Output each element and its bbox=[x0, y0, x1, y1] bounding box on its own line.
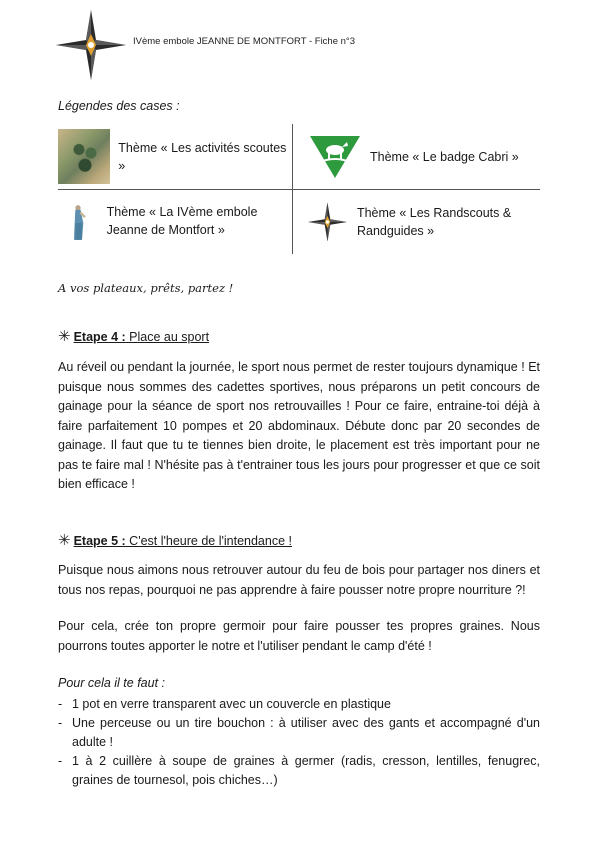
step-4-name: Place au sport bbox=[125, 330, 210, 344]
header-title: IVème embole JEANNE DE MONTFORT - Fiche n°3 bbox=[133, 36, 356, 47]
list-item: - 1 à 2 cuillère à soupe de graines à germer (radis, cresson, lentilles, fenugrec, graines de tournesol, pois chiches…) bbox=[58, 752, 540, 790]
legend-label-activities: Thème « Les activités scoutes » bbox=[118, 140, 287, 173]
step-4-paragraph: Au réveil ou pendant la journée, le sport nous permet de rester toujours dynamique ! Et puisque nous sommes des cadettes sportives, nous préparons un petit concours de gainage pour la séance de sport nos retrouvailles ! Pour ce faire, entraine-toi déjà à faire parfaitement 10 pompes et 20 abdominaux. Débute donc par 20 secondes de gainage. Il faut que tu te tiennes bien droite, le placement est très important pour ne pas te faire mal ! N'hésite pas à t'entrainer tous les jours pour progresser et que ce soit bien efficace ! bbox=[58, 360, 540, 491]
step-5-paragraph-1: Puisque nous aimons nous retrouver autour du feu de bois pour partager nos diners et tous nos repas, pourquoi ne pas apprendre à faire pousser notre propre nourriture ?! bbox=[58, 563, 540, 597]
table-divider-horizontal bbox=[58, 189, 540, 190]
step-4-title bbox=[58, 327, 209, 345]
legend-label-jeanne: Thème « La IVème embole Jeanne de Montfort » bbox=[106, 205, 258, 237]
step-5-paragraph-2: Pour cela, crée ton propre germoir pour faire pousser tes propres graines. Nous pourrons toutes apporter le notre et l'utiliser pendant le camp d'été ! bbox=[58, 619, 540, 653]
step-4-number: Etape 4 : bbox=[73, 330, 126, 344]
motto: A vos plateaux, prêts, partez ! bbox=[58, 281, 234, 295]
scouts-photo-icon bbox=[58, 129, 110, 184]
list-item: - Une perceuse ou un tire bouchon : à utiliser avec des gants et accompagné d'un adulte ! bbox=[58, 714, 540, 752]
compass-star-logo-icon bbox=[56, 10, 126, 80]
legend-cell-jeanne bbox=[58, 192, 288, 250]
legend-cell-badge bbox=[294, 134, 540, 179]
legend-label-randscouts: Thème « Les Randscouts & Randguides » bbox=[356, 205, 512, 238]
legend-cell-randscouts bbox=[294, 194, 540, 249]
legend-label-badge: Thème « Le badge Cabri » bbox=[370, 149, 519, 164]
legend-title: Légendes des cases : bbox=[58, 99, 180, 113]
step-5-number: Etape 5 : bbox=[73, 534, 126, 548]
cabri-badge-icon bbox=[310, 136, 360, 178]
asterisk-icon: ✳ bbox=[58, 532, 71, 549]
step-5-name: C'est l'heure de l'intendance ! bbox=[125, 534, 292, 548]
asterisk-icon: ✳ bbox=[58, 328, 71, 345]
list-item: - 1 pot en verre transparent avec un couvercle en plastique bbox=[58, 695, 540, 714]
needs-title: Pour cela il te faut : bbox=[58, 676, 166, 690]
compass-star-icon bbox=[308, 197, 347, 247]
jeanne-statue-icon bbox=[66, 194, 93, 249]
step-5-title bbox=[58, 531, 292, 549]
legend-cell-activities bbox=[58, 129, 288, 184]
needs-list bbox=[58, 695, 540, 790]
legend-table bbox=[58, 124, 540, 254]
